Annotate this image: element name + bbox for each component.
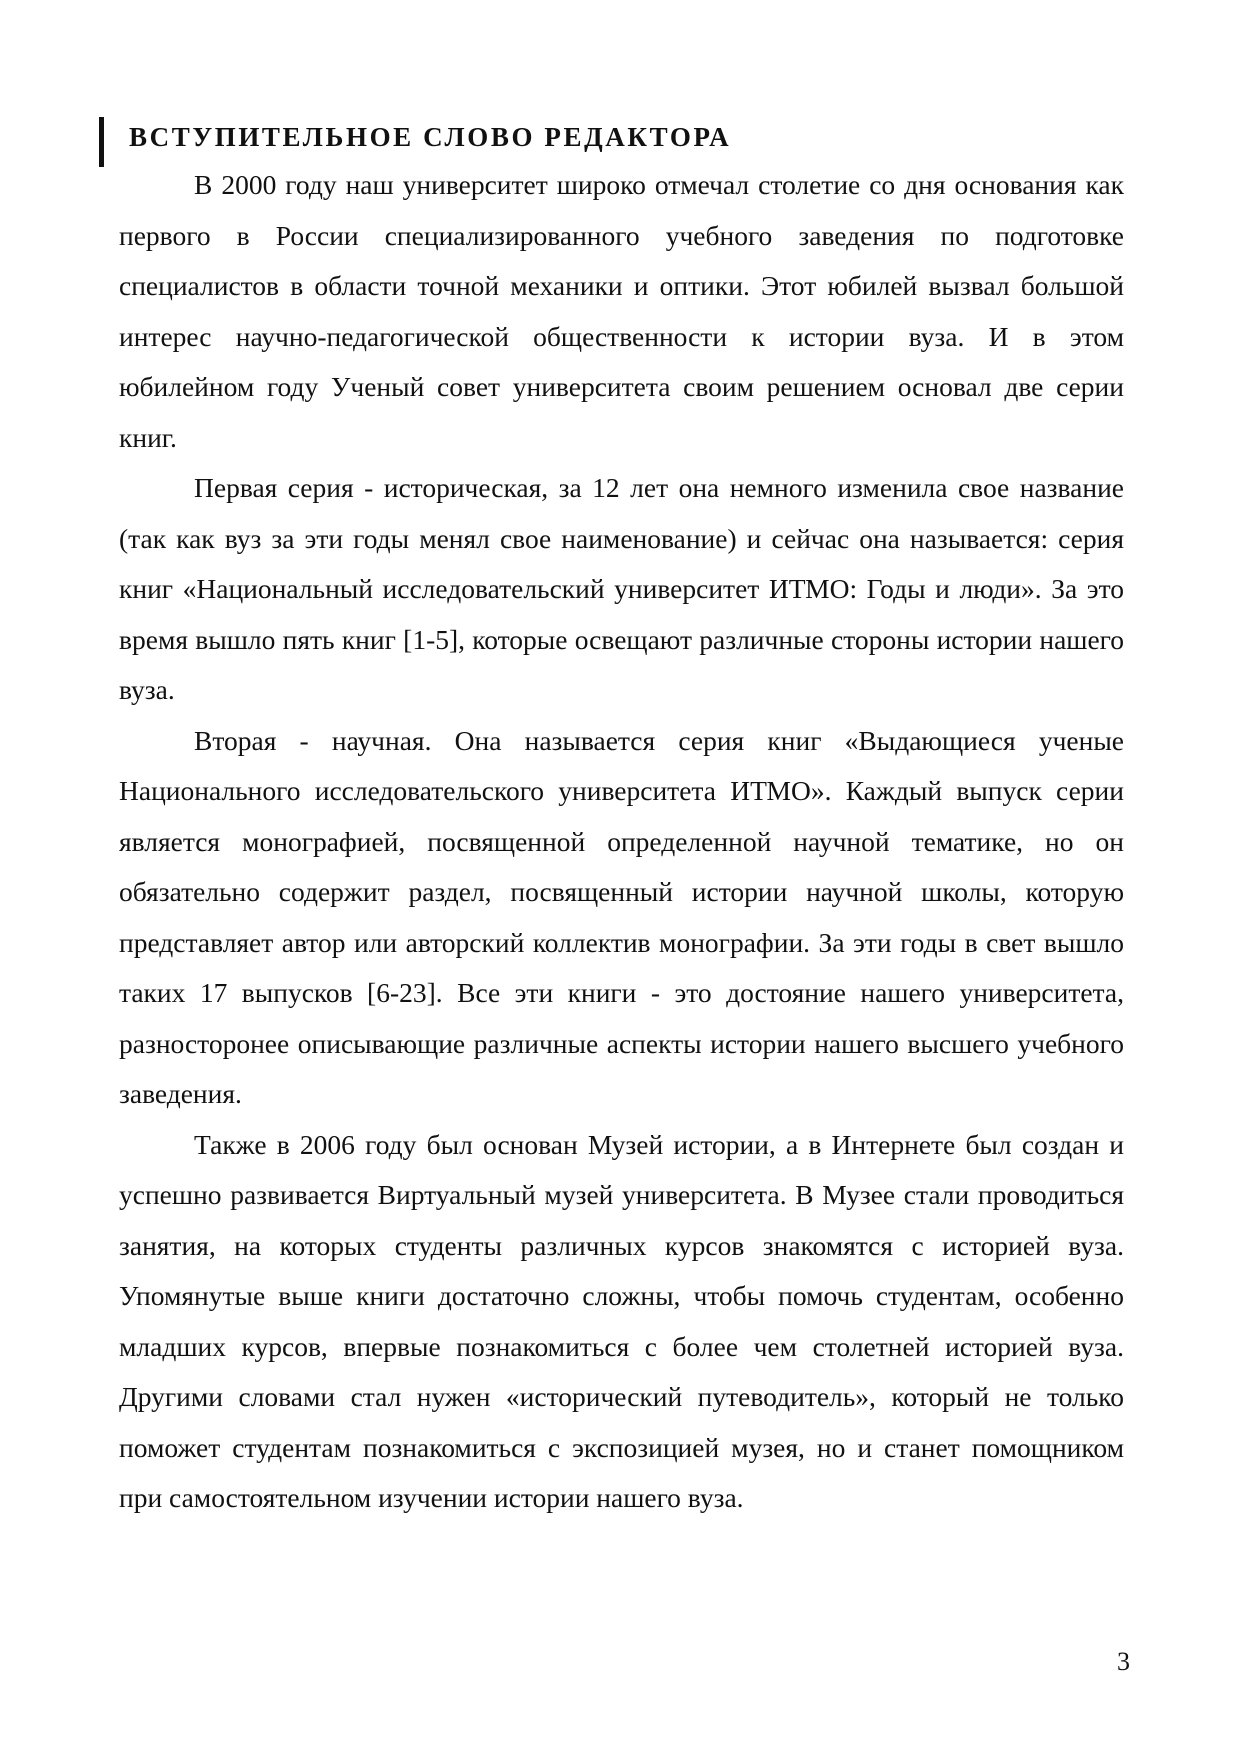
paragraph: Также в 2006 году был основан Музей истории, а в Интернете был создан и успешно развивается Виртуальный музей университета. В Музее стали проводиться занятия, на которых студенты различных курсов знакомятся с историей вуза. Упомянутые выше книги достаточно сложны, чтобы помочь студентам, особенно младших курсов, впервые познакомиться с более чем столетней историей вуза. Другими словами стал нужен «исторический путеводитель», который не только поможет студентам познакомиться с экспозицией музея, но и станет помощником при самостоятельном изучении истории нашего вуза. [119,1128,1124,1513]
paragraph: Вторая - научная. Она называется серия книг «Выдающиеся ученые Национального исследовательского университета ИТМО». Каждый выпуск серии является монографией, посвященной определенной научной тематике, но он обязательно содержит раздел, посвященный истории научной школы, которую представляет автор или авторский коллектив монографии. За эти годы в свет вышло таких 17 выпусков [6-23]. Все эти книги - это достояние нашего университета, разносторонее описывающие различные аспекты истории нашего высшего учебного заведения. [119,724,1124,1109]
heading-marker-bar [99,117,104,167]
page-number: 3 [1117,1647,1130,1676]
paragraph: В 2000 году наш университет широко отмечал столетие со дня основания как первого в России специализированного учебного заведения по подготовке специалистов в области точной механики и оптики. Этот юбилей вызвал большой интерес научно-педагогической общественности к истории вуза. И в этом юбилейном году Ученый совет университета своим решением основал две серии книг. [119,169,1124,453]
section-heading: ВСТУПИТЕЛЬНОЕ СЛОВО РЕДАКТОРА [129,122,732,152]
body-text [119,160,1124,1524]
paragraph: Первая серия - историческая, за 12 лет она немного изменила свое название (так как вуз за эти годы менял свое наименование) и сейчас она называется: серия книг «Национальный исследовательский университет ИТМО: Годы и люди». За это время вышло пять книг [1-5], которые освещают различные стороны истории нашего вуза. [119,472,1124,705]
